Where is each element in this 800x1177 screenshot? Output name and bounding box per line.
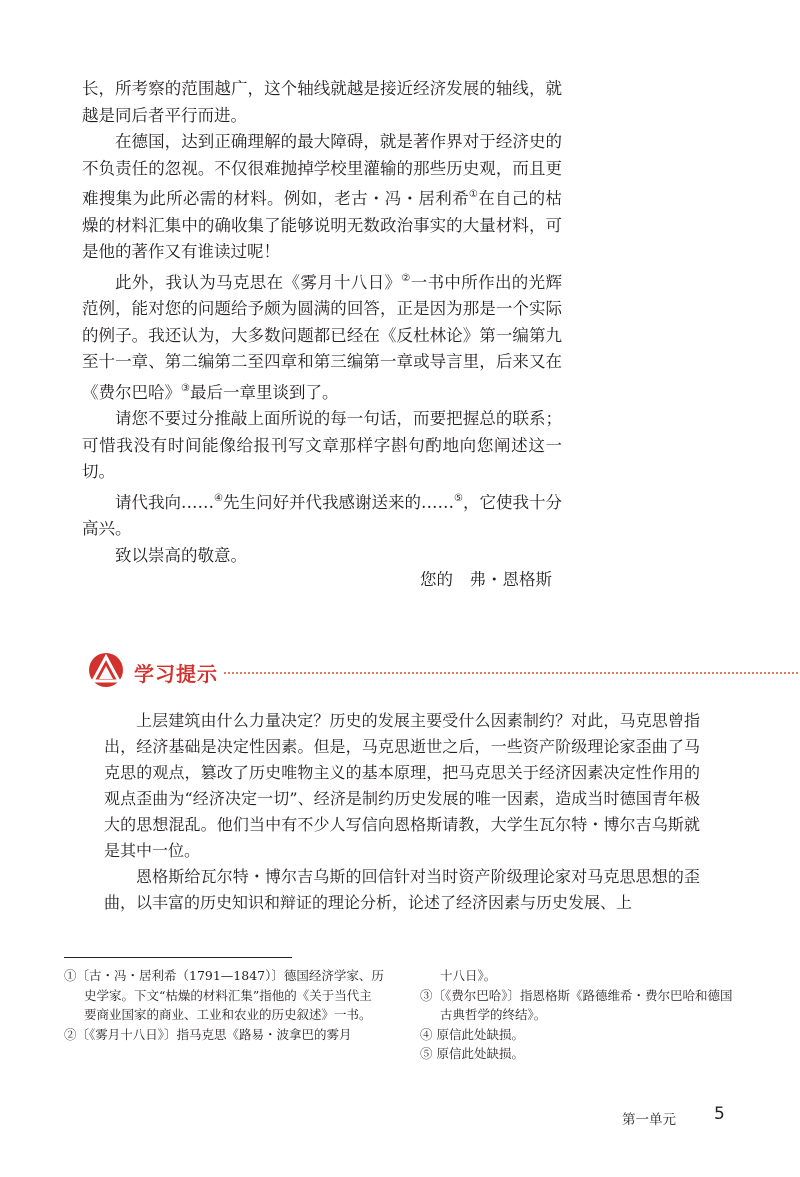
- footnote-ref-1[interactable]: ①: [468, 189, 479, 200]
- tips-paragraph-1: 上层建筑由什么力量决定？历史的发展主要受什么因素制约？对此，马克思曾指出，经济基础是决定性因素。但是，马克思逝世之后，一些资产阶级理论家歪曲了马克思的观点，篡改了历史唯物主义的基本原理，把马克思关于经济因素决定性作用的观点歪曲为“经济决定一切”、经济是制约历史发展的唯一因素，造成当时德国青年极大的思想混乱。他们当中有不少人写信向恩格斯请教，大学生瓦尔特・博尔吉乌斯就是其中一位。: [104, 711, 700, 860]
- letter-text: 请代我向……: [115, 492, 215, 512]
- letter-text: ，它使我十分高兴。: [82, 492, 563, 538]
- footnote-2: ②〔《雾月十八日》〕指马克思《路易・波拿巴的雾月: [64, 1026, 352, 1042]
- footnotes-left-column: [64, 966, 384, 1044]
- footnote-ref-2[interactable]: ②: [401, 272, 411, 284]
- footnote-2-continued: 十八日》。: [440, 968, 497, 983]
- letter-text: 在德国，达到正确理解的最大障碍，就是著作界对于经济史的不负责任的忽视。不仅很难抛掉学校里灌输的那些历史观，而且更难搜集为此所必需的材料。例如，老古・冯・居利希: [82, 132, 562, 208]
- letter-paragraph-3: [82, 266, 562, 407]
- letter-text: 最后一章里谈到了。: [189, 382, 339, 402]
- dotted-divider: [224, 672, 800, 674]
- unit-label: 第一单元: [622, 1112, 676, 1128]
- letter-closing: 致以崇高的敬意。: [115, 545, 247, 565]
- footnote-ref-4[interactable]: ④: [214, 492, 223, 504]
- footnote-ref-3[interactable]: ③: [181, 382, 190, 394]
- footnote-4: ④ 原信此处缺损。: [420, 1026, 524, 1042]
- footnote-1: ①〔古・冯・居利希（1791—1847）〕德国经济学家、历史学家。下文“枯燥的材料汇集”指他的《关于当代主要商业国家的商业、工业和农业的历史叙述》一书。: [64, 968, 384, 1022]
- footnotes-right-column: [420, 966, 740, 1064]
- letter-paragraph-5: [82, 486, 562, 543]
- letter-text: 在自己的枯燥的材料汇集中的确收集了能够说明无数政治事实的大量材料，可是他的著作又有谁读过呢！: [82, 189, 563, 261]
- letter-text: 一书中所作出的光辉范例，能对您的问题给予颇为圆满的回答，正是因为那是一个实际的例子。我还认为，大多数问题都已经在《反杜林论》第一编第九至十一章、第二编第二至四章和第三编第一章或导言里，后来又在《费尔巴哈》: [82, 272, 562, 402]
- letter-signature: 您的 弗・恩格斯: [420, 570, 552, 589]
- letter-text: 先生问好并代我感谢送来的……: [223, 492, 455, 512]
- study-tips-header: [88, 652, 728, 692]
- letter-text: 此外，我认为马克思在《雾月十八日》: [115, 272, 402, 292]
- letter-paragraph-1: 长，所考察的范围越广，这个轴线就越是接近经济发展的轴线，就越是同后者平行而进。: [82, 79, 562, 125]
- letter-paragraph-2: [82, 129, 562, 266]
- tips-paragraph-2: 恩格斯给瓦尔特・博尔吉乌斯的回信针对当时资产阶级理论家对马克思思想的歪曲，以丰富的历史知识和辩证的理论分析，论述了经济因素与历史发展、上: [104, 867, 700, 912]
- footnote-3: ③〔《费尔巴哈》〕指恩格斯《路德维希・费尔巴哈和德国古典哲学的终结》。: [420, 987, 733, 1022]
- study-tips-body: [104, 708, 700, 916]
- study-tips-title: 学习提示: [134, 662, 218, 686]
- letter-paragraph-4: 请您不要过分推敲上面所说的每一句话，而要把握总的联系；可惜我没有时间能像给报刊写文章那样字斟句酌地向您阐述这一切。: [82, 409, 562, 481]
- study-tips-logo-icon: [88, 652, 124, 688]
- footnote-divider: [64, 957, 292, 958]
- footnote-5: ⑤ 原信此处缺损。: [420, 1046, 524, 1061]
- page-number: 5: [714, 1104, 725, 1124]
- letter-body: [82, 76, 562, 569]
- footnote-ref-5[interactable]: ⑤: [454, 492, 464, 504]
